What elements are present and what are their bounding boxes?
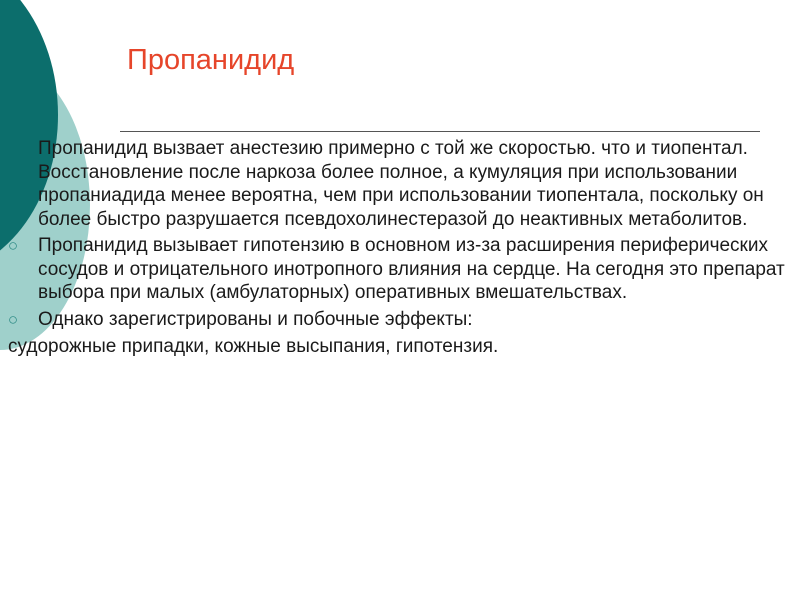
paragraph-3 bbox=[0, 308, 800, 332]
paragraph-2 bbox=[0, 234, 800, 305]
paragraph-text: Однако зарегистрированы и побочные эффекты: bbox=[38, 308, 473, 330]
bullet-icon: ○ bbox=[7, 309, 19, 329]
bullet-icon: ○ bbox=[7, 236, 19, 255]
paragraph-text: Пропанидид вызывает гипотензию в основном из-за расширения периферических сосудов и отрицательного инотропного влияния на сердце. На сегодня это препарат выбора при малых (амбулаторных) оперативных вмешательствах. bbox=[38, 235, 785, 303]
paragraph-text: Пропанидид вызвает анестезию примерно с той же скоростью. что и тиопентал. Восстановление после наркоза более полное, а кумуляция при использовании пропаниадида менее вероятна, чем при использовании тиопентала, поскольку он более быстро разрушается псевдохолинестеразой до неактивных метаболитов. bbox=[38, 138, 764, 230]
slide-body bbox=[0, 137, 800, 359]
slide-title: Пропанидид bbox=[127, 44, 295, 76]
side-effects-list: судорожные припадки, кожные высыпания, гипотензия. bbox=[8, 336, 499, 357]
title-divider bbox=[120, 131, 760, 132]
paragraph-1 bbox=[0, 137, 800, 231]
